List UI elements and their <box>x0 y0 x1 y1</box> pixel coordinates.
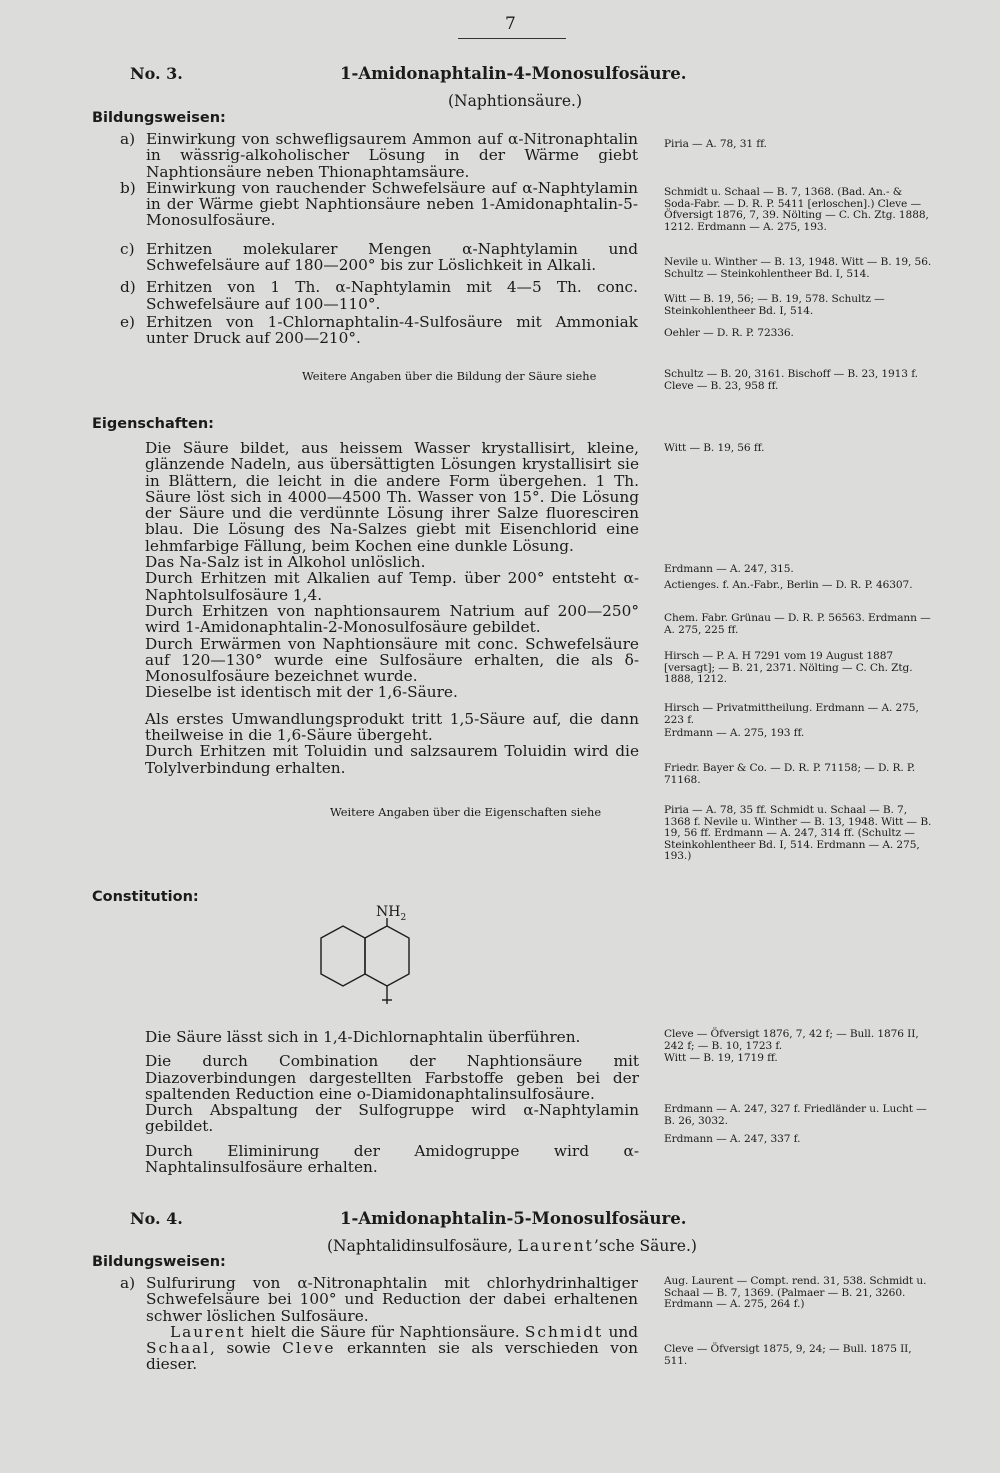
ref-bildung-a: Piria — A. 78, 31 ff. <box>664 138 767 150</box>
bildung-list-4 <box>120 1275 638 1373</box>
nh2-subscript: 2 <box>400 912 407 923</box>
note-text: und <box>603 1322 638 1341</box>
ref-eig-1: Witt — B. 19, 56 ff. <box>664 442 765 454</box>
item-label: a) <box>120 130 136 148</box>
item-text: Erhitzen molekularer Mengen α-Naphtylamin und Schwefelsäure auf 180—200° bis zur Löslichkeit in Alkali. <box>146 239 638 275</box>
ref-eig-9: Piria — A. 78, 35 ff. Schmidt u. Schaal — B. 7, 1368 f. Nevile u. Winther — B. 13, 1948. Witt — B. 19, 56 ff. Erdmann — A. 247, 314 ff. (Schultz — Steinkohlentheer Bd. I, 514. Erdmann — A. 275, 193.) <box>664 804 932 863</box>
ref-const-3: Erdmann — A. 247, 327 f. Friedländer u. Lucht — B. 26, 3032. <box>664 1103 927 1127</box>
constitution-heading: Constitution: <box>92 889 199 905</box>
item-label: b) <box>120 178 136 197</box>
const-paragraph-4: Durch Eliminirung der Amidogruppe wird α-Naphtalinsulfosäure erhalten. <box>145 1141 639 1177</box>
item-label: d) <box>120 278 136 297</box>
ref-eig-3: Actienges. f. An.-Fabr., Berlin — D. R. P. 46307. <box>664 579 913 591</box>
name-schaal: Schaal <box>146 1339 211 1358</box>
eig-paragraph-3: Durch Erhitzen mit Alkalien auf Temp. über 200° entsteht α-Naphtolsulfosäure 1,4. <box>145 569 639 604</box>
bildung-item-b <box>120 180 638 229</box>
ref-eig-4: Chem. Fabr. Grünau — D. R. P. 56563. Erdmann — A. 275, 225 ff. <box>664 612 931 636</box>
bildung-heading-4: Bildungsweisen: <box>92 1254 226 1270</box>
item-label: c) <box>120 239 135 258</box>
eig-paragraph-7: Als erstes Umwandlungsprodukt tritt 1,5-Säure auf, die dann theilweise in die 1,6-Säure übergeht. <box>145 709 639 745</box>
item-text: Erhitzen von 1 Th. α-Naphtylamin mit 4—5 Th. conc. Schwefelsäure auf 100—110°. <box>146 278 638 313</box>
note-text: erkannten sie als verschieden von dieser. <box>146 1339 639 1374</box>
const-paragraph-2: Die durch Combination der Naphtionsäure mit Diazoverbindungen dargestellten Farbstoffe geben bei der spaltenden Reduction eine o-Diamidonaphtalinsulfosäure. <box>145 1052 639 1103</box>
bildung-further-3: Weitere Angaben über die Bildung der Säure siehe <box>302 369 597 383</box>
name-cleve: Cleve <box>282 1339 336 1358</box>
const-paragraph-3: Durch Abspaltung der Sulfogruppe wird α-Naphtylamin gebildet. <box>145 1101 639 1136</box>
ref-eig-7: Erdmann — A. 275, 193 ff. <box>664 727 805 739</box>
ref-bildung-c: Nevile u. Winther — B. 13, 1948. Witt — B. 19, 56. Schultz — Steinkohlentheer Bd. I, 514. <box>664 256 932 280</box>
page-number: 7 <box>505 14 516 34</box>
ref-const-1: Cleve — Öfversigt 1876, 7, 42 f; — Bull. 1876 II, 242 f; — B. 10, 1723 f. <box>664 1028 919 1052</box>
compound-3-subtitle: (Naphtionsäure.) <box>448 92 582 110</box>
name-schmidt: Schmidt <box>524 1322 604 1341</box>
ref-bildung-e: Oehler — D. R. P. 72336. <box>664 327 794 339</box>
item-label: e) <box>120 312 136 331</box>
eig-paragraph-2: Das Na-Salz ist in Alkohol unlöslich. <box>145 553 426 572</box>
ref-const-4: Erdmann — A. 247, 337 f. <box>664 1133 801 1145</box>
ref-eig-8: Friedr. Bayer & Co. — D. R. P. 71158; — D. R. P. 71168. <box>664 762 916 786</box>
ref-bildung-b: Schmidt u. Schaal — B. 7, 1368. (Bad. An.- & Soda-Fabr. — D. R. P. 5411 [erloschen].) Cleve — Öfversigt 1876, 7, 39. Nölting — C. Ch. Ztg. 1888, 1212. Erdmann — A. 275, 193. <box>664 186 929 233</box>
laurent-note <box>120 1324 638 1373</box>
eigenschaften-heading: Eigenschaften: <box>92 416 214 432</box>
ring-left <box>321 926 365 986</box>
name-laurent: Laurent <box>170 1322 246 1341</box>
item-text: Einwirkung von schwefligsaurem Ammon auf α-Nitronaphtalin in wässrig-alkoholischer Lösung in der Wärme giebt Naphtionsäure neben Thionaphtamsäure. <box>146 130 638 181</box>
item-text: Sulfurirung von α-Nitronaphtalin mit chlorhydrinhaltiger Schwefelsäure bei 100° und Reduction der dabei erhaltenen schwer löslichen Sulfosäure. <box>146 1274 638 1325</box>
bildung4-item-a <box>120 1275 638 1324</box>
bildung-item-c <box>120 241 638 274</box>
compound-4-number: No. 4. <box>130 1209 183 1228</box>
item-text: Einwirkung von rauchender Schwefelsäure auf α-Naphtylamin in der Wärme giebt Naphtionsäure neben 1-Amidonaphtalin-5-Monosulfosäure. <box>146 178 638 230</box>
compound-3-number: No. 3. <box>130 64 183 83</box>
subtitle-name: Laurent <box>517 1237 594 1255</box>
eig-paragraph-5: Durch Erwärmen von Naphtionsäure mit conc. Schwefelsäure auf 120—130° wurde eine Sulfosäure erhalten, die als δ-Monosulfosäure bezeichnet wurde. <box>145 634 639 686</box>
eigenschaften-further: Weitere Angaben über die Eigenschaften siehe <box>330 805 602 819</box>
eig-paragraph-6: Dieselbe ist identisch mit der 1,6-Säure. <box>145 683 458 702</box>
item-label: a) <box>120 1274 136 1292</box>
bildung-item-a <box>120 131 638 180</box>
eig-paragraph-4: Durch Erhitzen von naphtionsaurem Natrium auf 200—250° wird 1-Amidonaphtalin-2-Monosulfosäure gebildet. <box>145 601 639 637</box>
ref-const-2: Witt — B. 19, 1719 ff. <box>664 1052 778 1064</box>
compound-4-title: 1-Amidonaphtalin-5-Monosulfosäure. <box>340 1209 687 1228</box>
subtitle-post: ’sche Säure.) <box>593 1237 697 1255</box>
ref-eig-6: Hirsch — Privatmittheilung. Erdmann — A. 275, 223 f. <box>664 702 919 726</box>
page-number-rule <box>458 38 566 39</box>
item-text: Erhitzen von 1-Chlornaphtalin-4-Sulfosäure mit Ammoniak unter Druck auf 200—210°. <box>146 312 638 348</box>
subtitle-pre: (Naphtalidinsulfosäure, <box>327 1237 518 1255</box>
eig-paragraph-8: Durch Erhitzen mit Toluidin und salzsaurem Toluidin wird die Tolylverbindung erhalten. <box>145 742 639 777</box>
naphthalene-structure <box>315 918 425 1018</box>
ref-bildung-further: Schultz — B. 20, 3161. Bischoff — B. 23, 1913 f. Cleve — B. 23, 958 ff. <box>664 368 918 392</box>
bildung-heading-3: Bildungsweisen: <box>92 110 226 126</box>
ref-eig-5: Hirsch — P. A. H 7291 vom 19 August 1887 [versagt]; — B. 21, 2371. Nölting — C. Ch. Ztg. 1888, 1212. <box>664 650 913 686</box>
ref-no4-1: Aug. Laurent — Compt. rend. 31, 538. Schmidt u. Schaal — B. 7, 1369. (Palmaer — B. 21, 3260. Erdmann — A. 275, 264 f.) <box>664 1275 927 1311</box>
ref-eig-2: Erdmann — A. 247, 315. <box>664 563 794 575</box>
bildung-item-d <box>120 279 638 312</box>
ref-bildung-d: Witt — B. 19, 56; — B. 19, 578. Schultz — Steinkohlentheer Bd. I, 514. <box>664 293 885 317</box>
eig-paragraph-1: Die Säure bildet, aus heissem Wasser krystallisirt, kleine, glänzende Nadeln, aus übersättigten Lösungen krystallisirt sie in Blättern, die leicht in die andere Form übergehen. 1 Th. Säure löst sich in 4000—4500 Th. Wasser von 15°. Die Lösung der Säure und die verdünnte Lösung ihrer Salze fluoresciren blau. Die Lösung des Na-Salzes giebt mit Eisenchlorid eine lehmfarbige Fällung, beim Kochen eine dunkle Lösung. <box>145 439 639 555</box>
compound-4-subtitle <box>327 1237 697 1255</box>
bildung-item-e <box>120 314 638 347</box>
note-text: , sowie <box>210 1339 283 1358</box>
constitution-body <box>145 1029 639 1175</box>
compound-3-title: 1-Amidonaphtalin-4-Monosulfosäure. <box>340 64 687 83</box>
note-text: hielt die Säure für Naphtionsäure. <box>245 1322 525 1341</box>
eigenschaften-body <box>145 440 639 776</box>
const-paragraph-1: Die Säure lässt sich in 1,4-Dichlornaphtalin überführen. <box>145 1028 581 1046</box>
bildung-list-3 <box>120 131 638 347</box>
ring-right <box>365 926 409 986</box>
ref-no4-2: Cleve — Öfversigt 1875, 9, 24; — Bull. 1875 II, 511. <box>664 1343 912 1367</box>
nh2-text: NH <box>376 904 401 920</box>
